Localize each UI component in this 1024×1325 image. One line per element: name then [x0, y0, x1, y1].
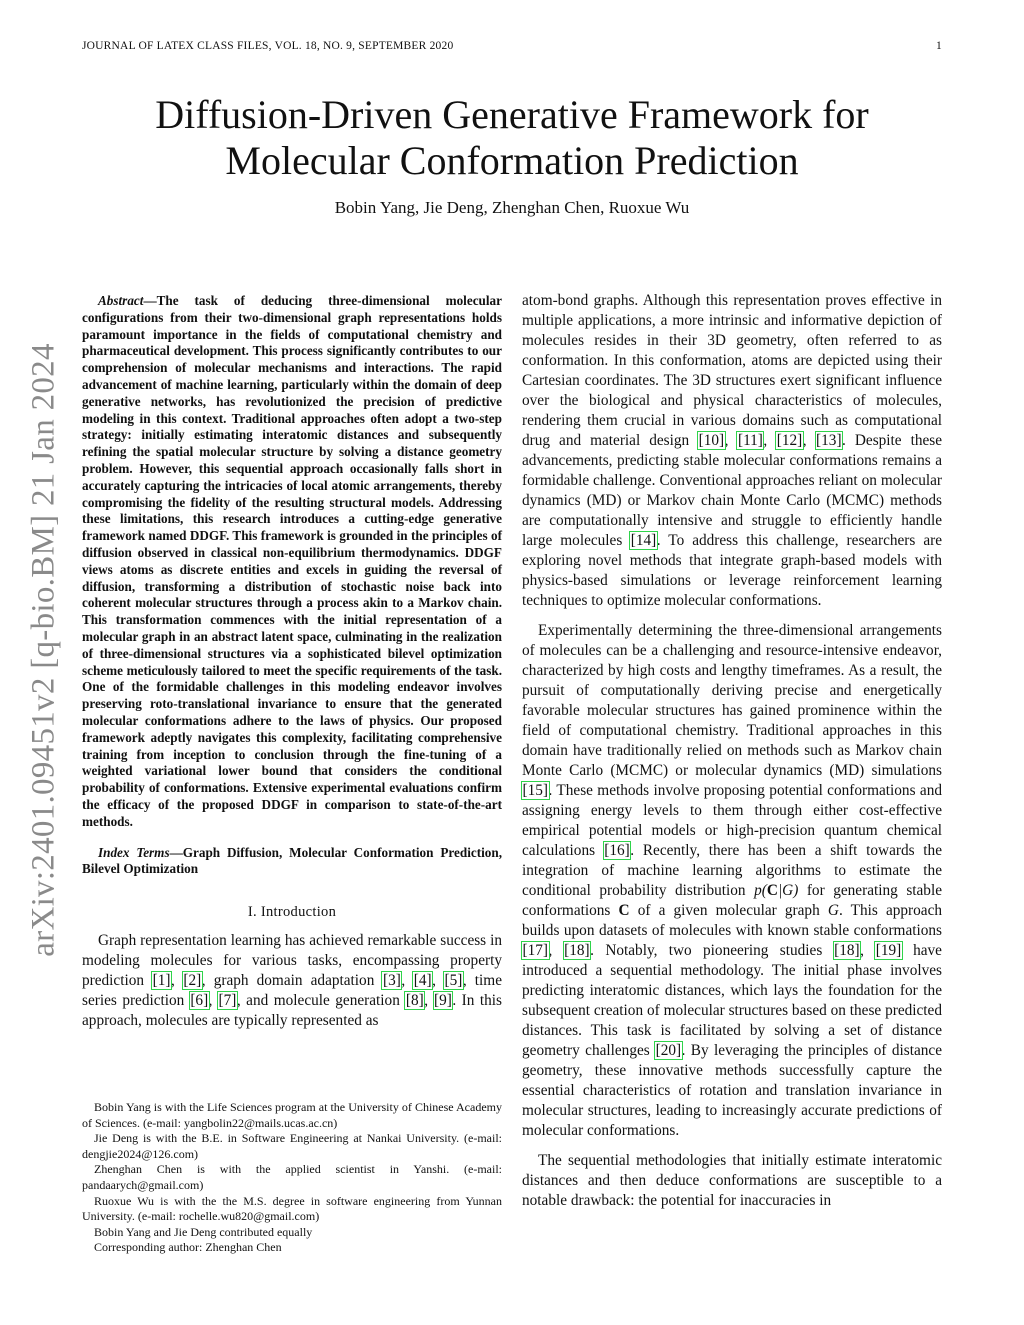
body-paragraph: The sequential methodologies that initially estimate interatomic distances and then deduce conformations are susceptible to a notable drawback: the potential for inaccuracies in [522, 1152, 942, 1209]
footnote-affiliation: Jie Deng is with the B.E. in Software Engineering at Nankai University. (e-mail: dengjie2024@126.com) [82, 1131, 502, 1161]
footnote-equal-contribution: Bobin Yang and Jie Deng contributed equally [94, 1224, 313, 1239]
citation-link[interactable]: [4] [413, 972, 432, 990]
citation-link[interactable]: [17] [522, 942, 548, 959]
index-terms [82, 845, 502, 879]
citation-link[interactable]: [3] [382, 972, 401, 990]
left-column [82, 293, 502, 1031]
math-expression: |G) [777, 882, 799, 899]
footnote-affiliation: Ruoxue Wu is with the the M.S. degree in software engineering from Yunnan University. (e-mail: rochelle.wu820@gmail.com) [82, 1193, 502, 1224]
math-expression: p( [754, 882, 767, 899]
abstract-text: —The task of deducing three-dimensional molecular configurations from their two-dimensional graph representations holds paramount importance in the fields of computational chemistry and pharmaceutical development. This process significantly contributes to our comprehension of molecular mechanisms and interactions. The rapid advancement of machine learning, particularly within the domain of deep generative networks, has revolutionized the precision of predictive modeling in this context. Traditional approaches often adopt a two-step strategy: initially estimating interatomic distances and subsequently refining the spatial molecular structure by solving a distance geometry problem. However, this sequential approach occasionally falls short in accurately capturing the intricacies of local atomic arrangements, thereby compromising the fidelity of the resulting structural models. Addressing these limitations, this research introduces a cutting-edge generative framework named DDGF. This framework is grounded in the principles of diffusion observed in classical non-equilibrium thermodynamics. DDGF views atoms as discrete entities and excels in guiding the reversal of diffusion, transforming a distribution of stochastic noise back into coherent molecular structures through a process akin to a Markov chain. This transformation commences with the initial representation of a molecular graph in an abstract latent space, culminating in the realization of three-dimensional structures via a sophisticated bilevel optimization scheme meticulously tailored to meet the specific requirements of the task. One of the formidable challenges in this modeling endeavor involves preserving roto-translational invariance to ensure that the generated molecular conformations adhere to the laws of physics. Our proposed framework adeptly navigates this complexity, facilitating comprehensive training from inception to conclusion through the fine-tuning of a weighted variational lower bound that considers the conditional probability of conformations. Extensive experimental evaluations confirm the efficacy of the proposed DDGF in comparison to state-of-the-art methods. [82, 293, 502, 829]
index-terms-label: Index Terms [98, 844, 170, 860]
abstract [82, 293, 502, 831]
page-number: 1 [936, 40, 942, 52]
title-line-1: Diffusion-Driven Generative Framework for [155, 92, 869, 137]
footnote-affiliation: Zhenghan Chen is with the applied scientist in Yanshi. (e-mail: pandaarych@gmail.com) [82, 1162, 502, 1192]
citation-link[interactable]: [5] [444, 972, 463, 990]
math-symbol: G [827, 902, 839, 919]
title-line-2: Molecular Conformation Prediction [225, 138, 799, 183]
citation-link[interactable]: [18] [564, 942, 590, 959]
author-list: Bobin Yang, Jie Deng, Zhenghan Chen, Ruoxue Wu [334, 198, 690, 217]
body-paragraph: atom-bond graphs. Although this representation proves effective in multiple applications, a more intrinsic and informative depiction of molecules resides in their 3D geometry, often referred to as conformation. In this conformation, atoms are depicted using their Cartesian coordinates. The 3D structures exert significant influence over the biological and physical characteristics of molecules, rendering them crucial in various domains such as computational drug and material design [10], [11], [12], [13]. Despite these advancements, predicting stable molecular conformations remains a formidable challenge. Conventional approaches reliant on molecular dynamics (MD) or Markov chain Monte Carlo (MCMC) methods are computationally intensive and struggle to efficiently handle large molecules [14]. To address this challenge, researchers are exploring novel methods that integrate graph-based models with physics-based simulations or leverage reinforcement learning techniques to optimize molecular conformations. [522, 292, 943, 609]
citation-link[interactable]: [18] [834, 942, 860, 959]
citation-link[interactable]: [16] [604, 842, 630, 859]
citation-link[interactable]: [9] [434, 992, 452, 1010]
arxiv-identifier: arXiv:2401.09451v2 [q-bio.BM] 21 Jan 2024 [25, 343, 62, 957]
math-symbol: C [618, 902, 630, 919]
citation-link[interactable]: [7] [218, 992, 237, 1010]
citation-link[interactable]: [13] [816, 432, 842, 449]
journal-name: JOURNAL OF LATEX CLASS FILES, VOL. 18, NO. 9, SEPTEMBER 2020 [82, 40, 454, 52]
citation-link[interactable]: [12] [776, 432, 803, 449]
footnote-corresponding-author: Corresponding author: Zhenghan Chen [94, 1240, 282, 1255]
citation-link[interactable]: [11] [737, 432, 763, 449]
citation-link[interactable]: [1] [152, 972, 171, 990]
citation-link[interactable]: [15] [522, 782, 548, 799]
running-header [82, 40, 942, 52]
citation-link[interactable]: [19] [875, 942, 902, 959]
abstract-label: Abstract [98, 293, 144, 308]
intro-paragraph: Graph representation learning has achieved remarkable success in modeling molecules for various tasks, encompassing property prediction [1], [2], graph domain adaptation [3], [4], [5], time series prediction [6], [7], and molecule generation [8], [9]. In this approach, molecules are typically represented as [82, 932, 503, 1030]
citation-link[interactable]: [10] [698, 432, 725, 449]
citation-link[interactable]: [20] [655, 1042, 682, 1059]
paper-title [82, 92, 942, 184]
citation-link[interactable]: [2] [183, 972, 202, 990]
citation-link[interactable]: [8] [405, 992, 424, 1010]
footnote-affiliation: Bobin Yang is with the Life Sciences program at the University of Chinese Academy of Sciences. (e-mail: yangbolin22@mails.ucas.ac.cn) [82, 1100, 502, 1130]
index-terms-text: —Graph Diffusion, Molecular Conformation Prediction, Bilevel Optimization [82, 844, 502, 877]
citation-link[interactable]: [14] [630, 532, 657, 549]
arxiv-stamp [14, 320, 74, 980]
body-paragraph: Experimentally determining the three-dimensional arrangements of molecules can be a challenging and resource-intensive endeavor, characterized by high costs and lengthy timeframes. As a result, the pursuit of computationally deriving precise and energetically favorable molecular structures has gained prominence within the field of computational chemistry. Traditional approaches in this domain have traditionally relied on methods such as Markov chain Monte Carlo (MCMC) or molecular dynamics (MD) simulations [15]. These methods involve proposing potential conformations and assigning energy levels to them through either cost-effective empirical potential models or high-precision quantum chemical calculations [16]. Recently, there has been a shift towards the integration of machine learning algorithms to estimate the conditional probability distribution p(C|G) for generating stable conformations C of a given molecular graph G. This approach builds upon datasets of molecules with known stable conformations [17], [18]. Notably, two pioneering studies [18], [19] have introduced a sequential methodology. The initial phase involves predicting interatomic distances, which lays the foundation for the subsequent creation of molecular structures based on these predicted distances. This task is facilitated by solving a set of distance geometry challenges [20]. By leveraging the principles of distance geometry, these innovative methods successfully capture the essential characteristics of rotation and translation invariance in molecular structures, leading to increasingly accurate predictions of molecular conformations. [522, 622, 943, 1139]
right-column [522, 291, 942, 1211]
citation-link[interactable]: [6] [190, 992, 209, 1010]
section-heading-introduction: I. Introduction [247, 904, 337, 921]
footnotes [82, 1100, 502, 1256]
math-symbol: C [766, 882, 778, 899]
